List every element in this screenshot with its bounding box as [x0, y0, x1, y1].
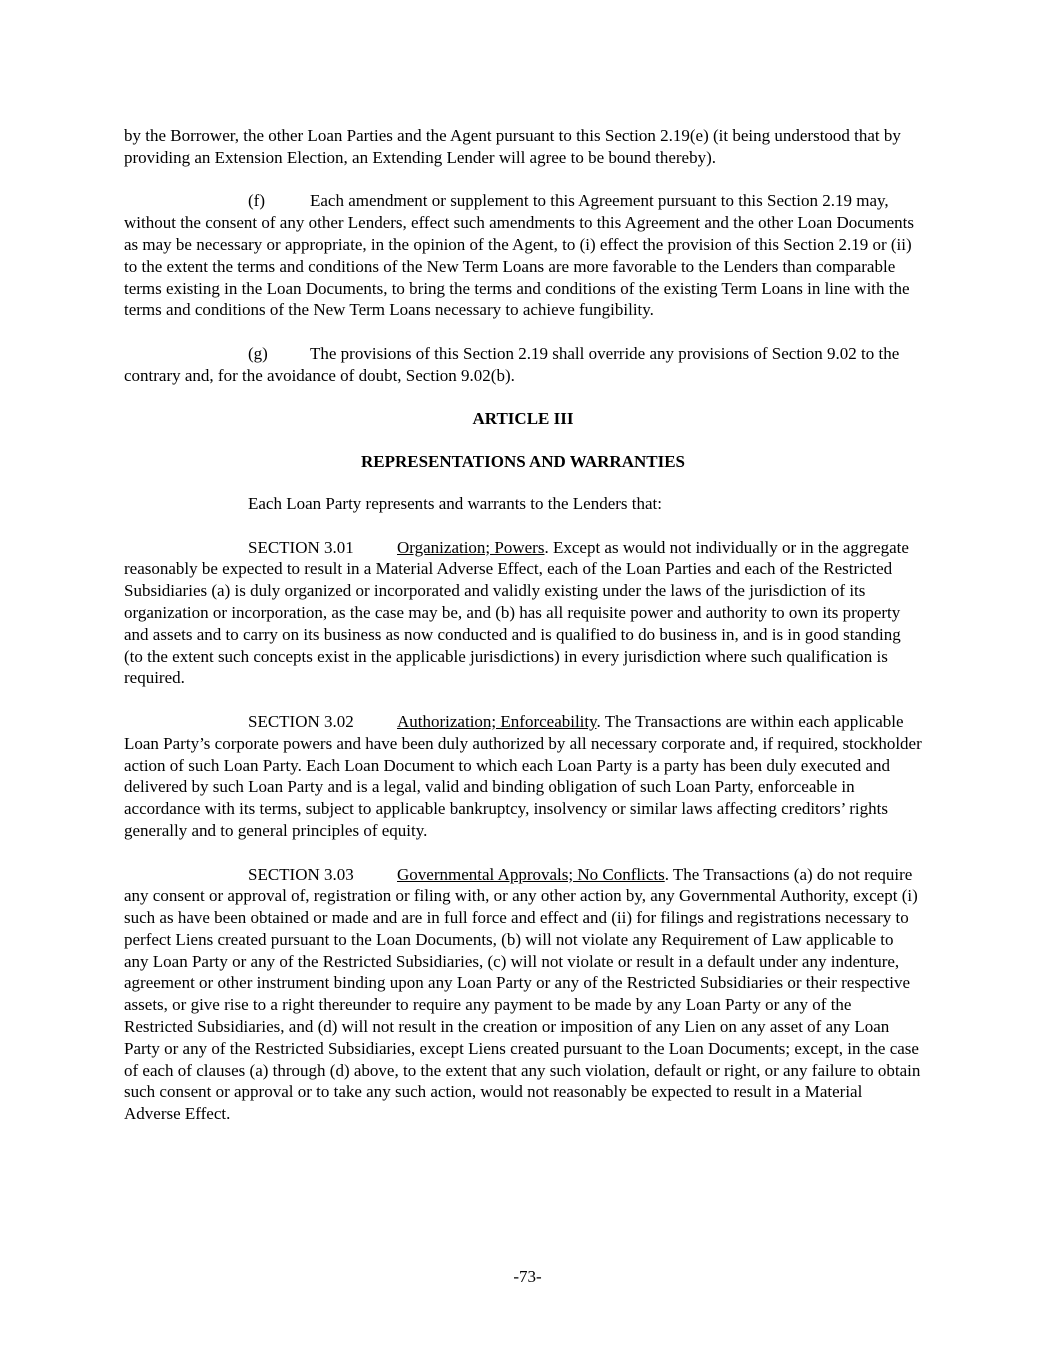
section-number: SECTION 3.02 [248, 711, 354, 731]
section-text: . The Transactions are within each applicable Loan Party’s corporate powers and have been duly authorized by all necessary corporate and, if required, stockholder action of such Loan Party. Each Loan Document to which each Loan Party is a party has been duly executed and delivered by such Loan Party and is a legal, valid and binding obligation of such Loan Party, enforceable in accordance with its terms, subject to applicable bankruptcy, insolvency or similar laws affecting creditors’ rights generally and to general principles of equity. [124, 711, 922, 840]
document-page [124, 125, 922, 1147]
section-heading: Governmental Approvals; No Conflicts [397, 864, 665, 884]
section-3-03 [124, 864, 922, 1126]
section-3-02 [124, 711, 922, 842]
section-heading: Authorization; Enforceability [397, 711, 597, 731]
article-number: ARTICLE III [472, 409, 574, 429]
section-heading: Organization; Powers [397, 537, 545, 557]
paragraph-f [124, 190, 922, 321]
page-number: -73- [513, 1267, 542, 1286]
paragraph-f-text: Each amendment or supplement to this Agreement pursuant to this Section 2.19 may, without the consent of any other Lenders, effect such amendments to this Agreement and the other Loan Documents as may be necessary or appropriate, in the opinion of the Agent, to (i) effect the provision of this Section 2.19 or (ii) to the extent the terms and conditions of the New Term Loans are more favorable to the Lenders than comparable terms existing in the Loan Documents, to bring the terms and conditions of the existing Term Loans in line with the terms and conditions of the New Term Loans necessary to achieve fungibility. [124, 191, 914, 320]
paragraph-g-label: (g) [248, 343, 268, 363]
section-3-01 [124, 537, 922, 690]
paragraph-g-text: The provisions of this Section 2.19 shall override any provisions of Section 9.02 to the contrary and, for the avoidance of doubt, Section 9.02(b). [124, 343, 900, 385]
section-text: . Except as would not individually or in the aggregate reasonably be expected to result in a Material Adverse Effect, each of the Loan Parties and each of the Restricted Subsidiaries (a) is duly organized or incorporated and validly existing under the laws of the jurisdiction of its organization or incorporation, as the case may be, and (b) has all requisite power and authority to own its property and assets and to carry on its business as now conducted and is qualified to do business in, and is in good standing (to the extent such concepts exist in the applicable jurisdictions) in every jurisdiction where such qualification is required. [124, 537, 909, 688]
paragraph-f-label: (f) [248, 191, 265, 211]
article-title: REPRESENTATIONS AND WARRANTIES [360, 451, 686, 471]
carryover-paragraph: by the Borrower, the other Loan Parties and the Agent pursuant to this Section 2.19(e) (it being understood that by providing an Extension Election, an Extending Lender will agree to be bound thereby). [124, 126, 901, 167]
section-number: SECTION 3.03 [248, 864, 354, 884]
paragraph-g [124, 343, 922, 387]
article-intro: Each Loan Party represents and warrants to the Lenders that: [248, 493, 662, 513]
section-number: SECTION 3.01 [248, 537, 354, 557]
section-text: . The Transactions (a) do not require any consent or approval of, registration or filing with, or any other action by, any Governmental Authority, except (i) such as have been obtained or made and are in full force and effect and (ii) for filings and registrations necessary to perfect Liens created pursuant to the Loan Documents, (b) will not violate any Requirement of Law applicable to any Loan Party or any of the Restricted Subsidiaries, (c) will not violate or result in a default under any indenture, agreement or other instrument binding upon any Loan Party or any of the Restricted Subsidiaries or their respective assets, or give rise to a right thereunder to require any payment to be made by any Loan Party or any of the Restricted Subsidiaries, and (d) will not result in the creation or imposition of any Lien on any asset of any Loan Party or any of the Restricted Subsidiaries, except Liens created pursuant to the Loan Documents; except, in the case of each of clauses (a) through (d) above, to the extent that any such violation, default or right, or any failure to obtain such consent or approval or to take any such action, would not reasonably be expected to result in a Material Adverse Effect. [124, 864, 921, 1124]
